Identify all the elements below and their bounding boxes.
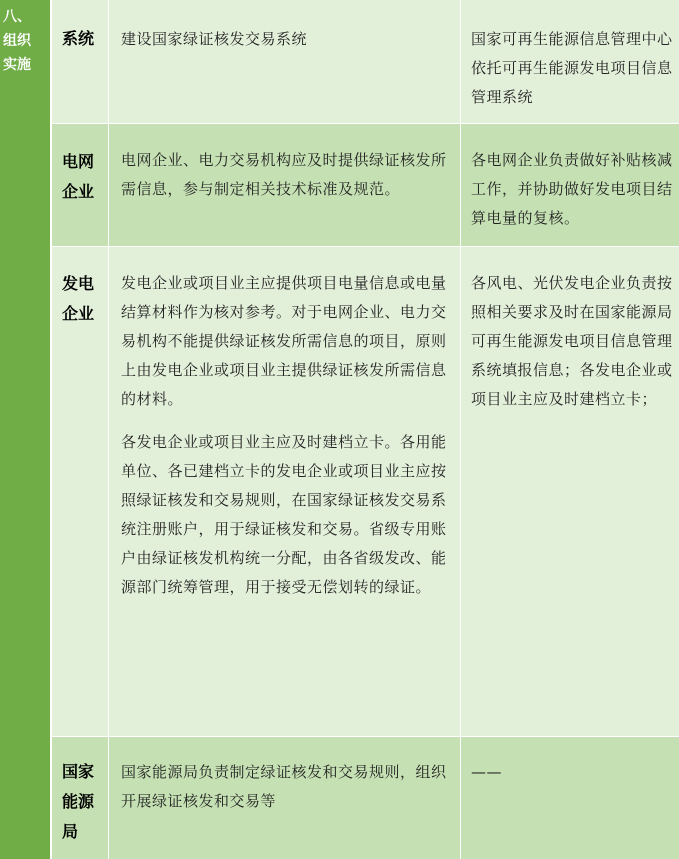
row-middle-cell xyxy=(109,247,461,736)
paragraph: 发电企业或项目业主应提供项目电量信息或电量结算材料作为核对参考。对于电网企业、电力交易机构不能提供绿证核发所需信息的项目，原则上由发电企业或项目业主提供绿证核发所需信息的材料。 xyxy=(121,274,447,408)
row-middle-cell xyxy=(109,0,461,123)
row-label: 电网企业 xyxy=(62,152,95,201)
row-middle-cell xyxy=(109,737,461,859)
row-label-cell xyxy=(52,124,109,246)
section-title: 八、 组织 实施 xyxy=(3,9,31,73)
paragraph: 国家能源局负责制定绿证核发和交易规则，组织开展绿证核发和交易等 xyxy=(121,763,447,810)
row-right-cell xyxy=(461,124,679,246)
row-right-cell xyxy=(461,0,679,123)
paragraph: 各电网企业负责做好补贴核减工作，并协助做好发电项目结算电量的复核。 xyxy=(471,151,673,227)
row-middle-text xyxy=(121,269,452,602)
section-header-cell xyxy=(0,0,51,859)
row-label-cell xyxy=(52,737,109,859)
row-label: 发电企业 xyxy=(62,274,95,323)
paragraph: 电网企业、电力交易机构应及时提供绿证核发所需信息，参与制定相关技术标准及规范。 xyxy=(121,151,447,198)
paragraph: 国家可再生能源信息管理中心依托可再生能源发电项目信息管理系统 xyxy=(471,30,673,106)
row-label-cell xyxy=(52,0,109,123)
table-row-power-generators xyxy=(52,247,679,737)
row-middle-text xyxy=(121,146,452,204)
table-row-nea xyxy=(52,737,679,859)
row-middle-cell xyxy=(109,124,461,246)
row-right-cell xyxy=(461,247,679,736)
row-right-text xyxy=(471,146,673,233)
row-middle-text xyxy=(121,758,452,816)
paragraph: 建设国家绿证核发交易系统 xyxy=(121,30,308,48)
table-body xyxy=(52,0,679,859)
row-middle-text xyxy=(121,25,452,54)
table-row-system xyxy=(52,0,679,124)
row-right-text xyxy=(471,25,673,112)
row-label: 系统 xyxy=(62,29,95,48)
row-right-text xyxy=(471,269,673,414)
row-right-text xyxy=(471,758,673,787)
paragraph: 各发电企业或项目业主应及时建档立卡。各用能单位、各已建档立卡的发电企业或项目业主应按照绿证核发和交易规则，在国家绿证核发交易系统注册账户，用于绿证核发和交易。省级专用账户由绿证核发机构统一分配，由各省级发改、能源部门统筹管理，用于接受无偿划转的绿证。 xyxy=(121,433,447,596)
row-right-cell xyxy=(461,737,679,859)
paragraph: 各风电、光伏发电企业负责按照相关要求及时在国家能源局可再生能源发电项目信息管理系统填报信息；各发电企业或项目业主应及时建档立卡； xyxy=(471,274,673,408)
row-label-cell xyxy=(52,247,109,736)
table-row-grid-company xyxy=(52,124,679,247)
paragraph: —— xyxy=(471,763,502,781)
row-label: 国家能源局 xyxy=(62,762,95,841)
